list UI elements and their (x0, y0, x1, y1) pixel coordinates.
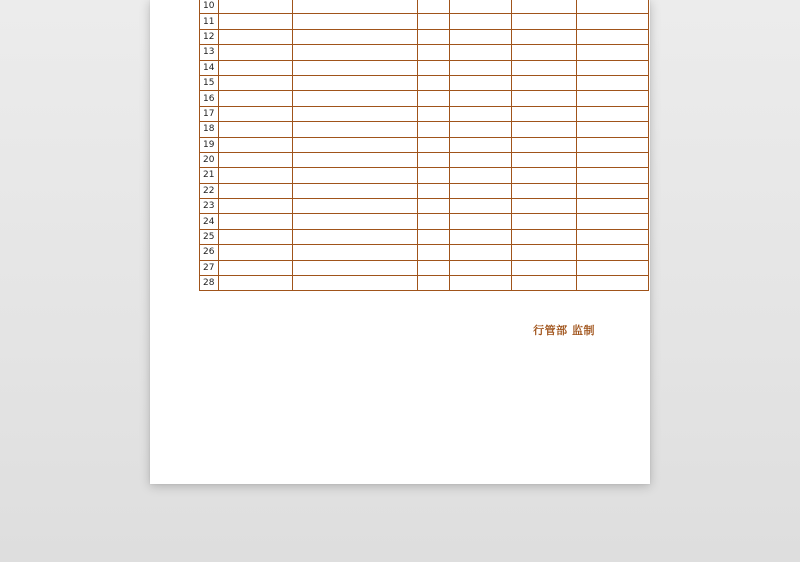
row-number-cell: 27 (200, 260, 219, 275)
table-cell[interactable] (292, 137, 417, 152)
table-cell[interactable] (512, 0, 576, 14)
table-cell[interactable] (292, 60, 417, 75)
table-cell[interactable] (219, 137, 292, 152)
record-table (199, 0, 649, 291)
row-number-cell: 12 (200, 29, 219, 44)
table-cell[interactable] (576, 199, 648, 214)
table-row (200, 168, 649, 183)
table-row (200, 106, 649, 121)
table-cell[interactable] (450, 260, 512, 275)
table-cell[interactable] (219, 214, 292, 229)
table-cell[interactable] (219, 199, 292, 214)
table-cell[interactable] (219, 245, 292, 260)
table-cell[interactable] (450, 245, 512, 260)
table-cell[interactable] (219, 60, 292, 75)
table-cell[interactable] (292, 229, 417, 244)
table-cell[interactable] (450, 152, 512, 167)
table-cell[interactable] (292, 106, 417, 121)
row-number-cell: 10 (200, 0, 219, 14)
table-cell[interactable] (576, 183, 648, 198)
table-cell[interactable] (417, 106, 450, 121)
table-cell[interactable] (292, 45, 417, 60)
footer-note: 行管部 监制 (533, 324, 595, 337)
row-number-cell: 13 (200, 45, 219, 60)
table-row (200, 91, 649, 106)
table-cell[interactable] (417, 75, 450, 90)
table-cell[interactable] (417, 0, 450, 14)
table-cell[interactable] (512, 91, 576, 106)
table-cell[interactable] (450, 91, 512, 106)
table-row (200, 214, 649, 229)
table-cell[interactable] (219, 152, 292, 167)
table-cell[interactable] (576, 152, 648, 167)
table-cell[interactable] (292, 168, 417, 183)
table-cell[interactable] (512, 75, 576, 90)
table-row (200, 45, 649, 60)
table-cell[interactable] (450, 276, 512, 291)
table-cell[interactable] (450, 183, 512, 198)
table-cell[interactable] (219, 260, 292, 275)
row-number-cell: 22 (200, 183, 219, 198)
table-cell[interactable] (219, 106, 292, 121)
table-row (200, 260, 649, 275)
table-cell[interactable] (512, 168, 576, 183)
row-number-cell: 16 (200, 91, 219, 106)
table-row (200, 29, 649, 44)
table-row (200, 276, 649, 291)
table-cell[interactable] (417, 91, 450, 106)
table-cell[interactable] (512, 137, 576, 152)
table-cell[interactable] (576, 214, 648, 229)
table-cell[interactable] (450, 45, 512, 60)
table-cell[interactable] (417, 29, 450, 44)
table-cell[interactable] (512, 60, 576, 75)
table-cell[interactable] (292, 260, 417, 275)
table-cell[interactable] (417, 45, 450, 60)
row-number-cell: 28 (200, 276, 219, 291)
row-number-cell: 20 (200, 152, 219, 167)
table-cell[interactable] (512, 214, 576, 229)
table-cell[interactable] (292, 14, 417, 29)
table-cell[interactable] (417, 183, 450, 198)
table-row (200, 14, 649, 29)
table-cell[interactable] (576, 75, 648, 90)
row-number-cell: 23 (200, 199, 219, 214)
table-row (200, 122, 649, 137)
table-cell[interactable] (417, 60, 450, 75)
table-cell[interactable] (219, 122, 292, 137)
table-cell[interactable] (219, 29, 292, 44)
table-cell[interactable] (219, 183, 292, 198)
table-cell[interactable] (512, 229, 576, 244)
table-cell[interactable] (417, 229, 450, 244)
table-row (200, 199, 649, 214)
table-cell[interactable] (417, 199, 450, 214)
table-row (200, 0, 649, 14)
table-cell[interactable] (450, 75, 512, 90)
table-cell[interactable] (219, 14, 292, 29)
table-cell[interactable] (417, 245, 450, 260)
table-cell[interactable] (417, 122, 450, 137)
table-body (200, 0, 649, 291)
table-row (200, 60, 649, 75)
table-cell[interactable] (450, 29, 512, 44)
table-cell[interactable] (512, 14, 576, 29)
table-cell[interactable] (576, 0, 648, 14)
table-cell[interactable] (512, 122, 576, 137)
table-cell[interactable] (417, 14, 450, 29)
row-number-cell: 14 (200, 60, 219, 75)
table-cell[interactable] (576, 260, 648, 275)
table-row (200, 137, 649, 152)
table-cell[interactable] (292, 75, 417, 90)
row-number-cell: 17 (200, 106, 219, 121)
table-cell[interactable] (450, 229, 512, 244)
table-cell[interactable] (417, 260, 450, 275)
table-cell[interactable] (292, 183, 417, 198)
table-row (200, 229, 649, 244)
table-cell[interactable] (292, 0, 417, 14)
table-cell[interactable] (450, 168, 512, 183)
table-cell[interactable] (417, 276, 450, 291)
table-cell[interactable] (417, 214, 450, 229)
table-cell[interactable] (417, 168, 450, 183)
table-cell[interactable] (450, 60, 512, 75)
row-number-cell: 24 (200, 214, 219, 229)
table-cell[interactable] (219, 168, 292, 183)
row-number-cell: 25 (200, 229, 219, 244)
table-cell[interactable] (576, 229, 648, 244)
table-cell[interactable] (219, 229, 292, 244)
row-number-cell: 21 (200, 168, 219, 183)
row-number-cell: 26 (200, 245, 219, 260)
table-cell[interactable] (512, 199, 576, 214)
table-cell[interactable] (292, 199, 417, 214)
table-cell[interactable] (512, 183, 576, 198)
table-row (200, 245, 649, 260)
table-cell[interactable] (512, 45, 576, 60)
table-cell[interactable] (292, 214, 417, 229)
table-cell[interactable] (512, 152, 576, 167)
table-cell[interactable] (292, 91, 417, 106)
row-number-cell: 15 (200, 75, 219, 90)
table-cell[interactable] (576, 91, 648, 106)
table-cell[interactable] (512, 276, 576, 291)
table-cell[interactable] (576, 168, 648, 183)
table-cell[interactable] (450, 122, 512, 137)
table-cell[interactable] (292, 122, 417, 137)
table-cell[interactable] (512, 260, 576, 275)
table-cell[interactable] (576, 106, 648, 121)
table-cell[interactable] (450, 199, 512, 214)
table-cell[interactable] (576, 14, 648, 29)
table-cell[interactable] (576, 137, 648, 152)
table-cell[interactable] (576, 29, 648, 44)
table-cell[interactable] (219, 75, 292, 90)
table-cell[interactable] (576, 245, 648, 260)
table-cell[interactable] (576, 122, 648, 137)
row-number-cell: 11 (200, 14, 219, 29)
table-cell[interactable] (219, 45, 292, 60)
table-cell[interactable] (576, 276, 648, 291)
table-row (200, 75, 649, 90)
table-cell[interactable] (512, 106, 576, 121)
table-cell[interactable] (512, 245, 576, 260)
document-page (150, 0, 650, 484)
table-cell[interactable] (292, 276, 417, 291)
table-cell[interactable] (450, 14, 512, 29)
row-number-cell: 18 (200, 122, 219, 137)
row-number-cell: 19 (200, 137, 219, 152)
table-row (200, 152, 649, 167)
table-cell[interactable] (450, 214, 512, 229)
table-cell[interactable] (292, 152, 417, 167)
table-cell[interactable] (576, 60, 648, 75)
table-cell[interactable] (219, 276, 292, 291)
table-row (200, 183, 649, 198)
table-cell[interactable] (219, 0, 292, 14)
table-cell[interactable] (512, 29, 576, 44)
table-cell[interactable] (292, 245, 417, 260)
table-cell[interactable] (450, 0, 512, 14)
table-cell[interactable] (292, 29, 417, 44)
table-cell[interactable] (219, 91, 292, 106)
table-cell[interactable] (450, 137, 512, 152)
table-cell[interactable] (576, 45, 648, 60)
table-cell[interactable] (450, 106, 512, 121)
table-cell[interactable] (417, 152, 450, 167)
table-cell[interactable] (417, 137, 450, 152)
